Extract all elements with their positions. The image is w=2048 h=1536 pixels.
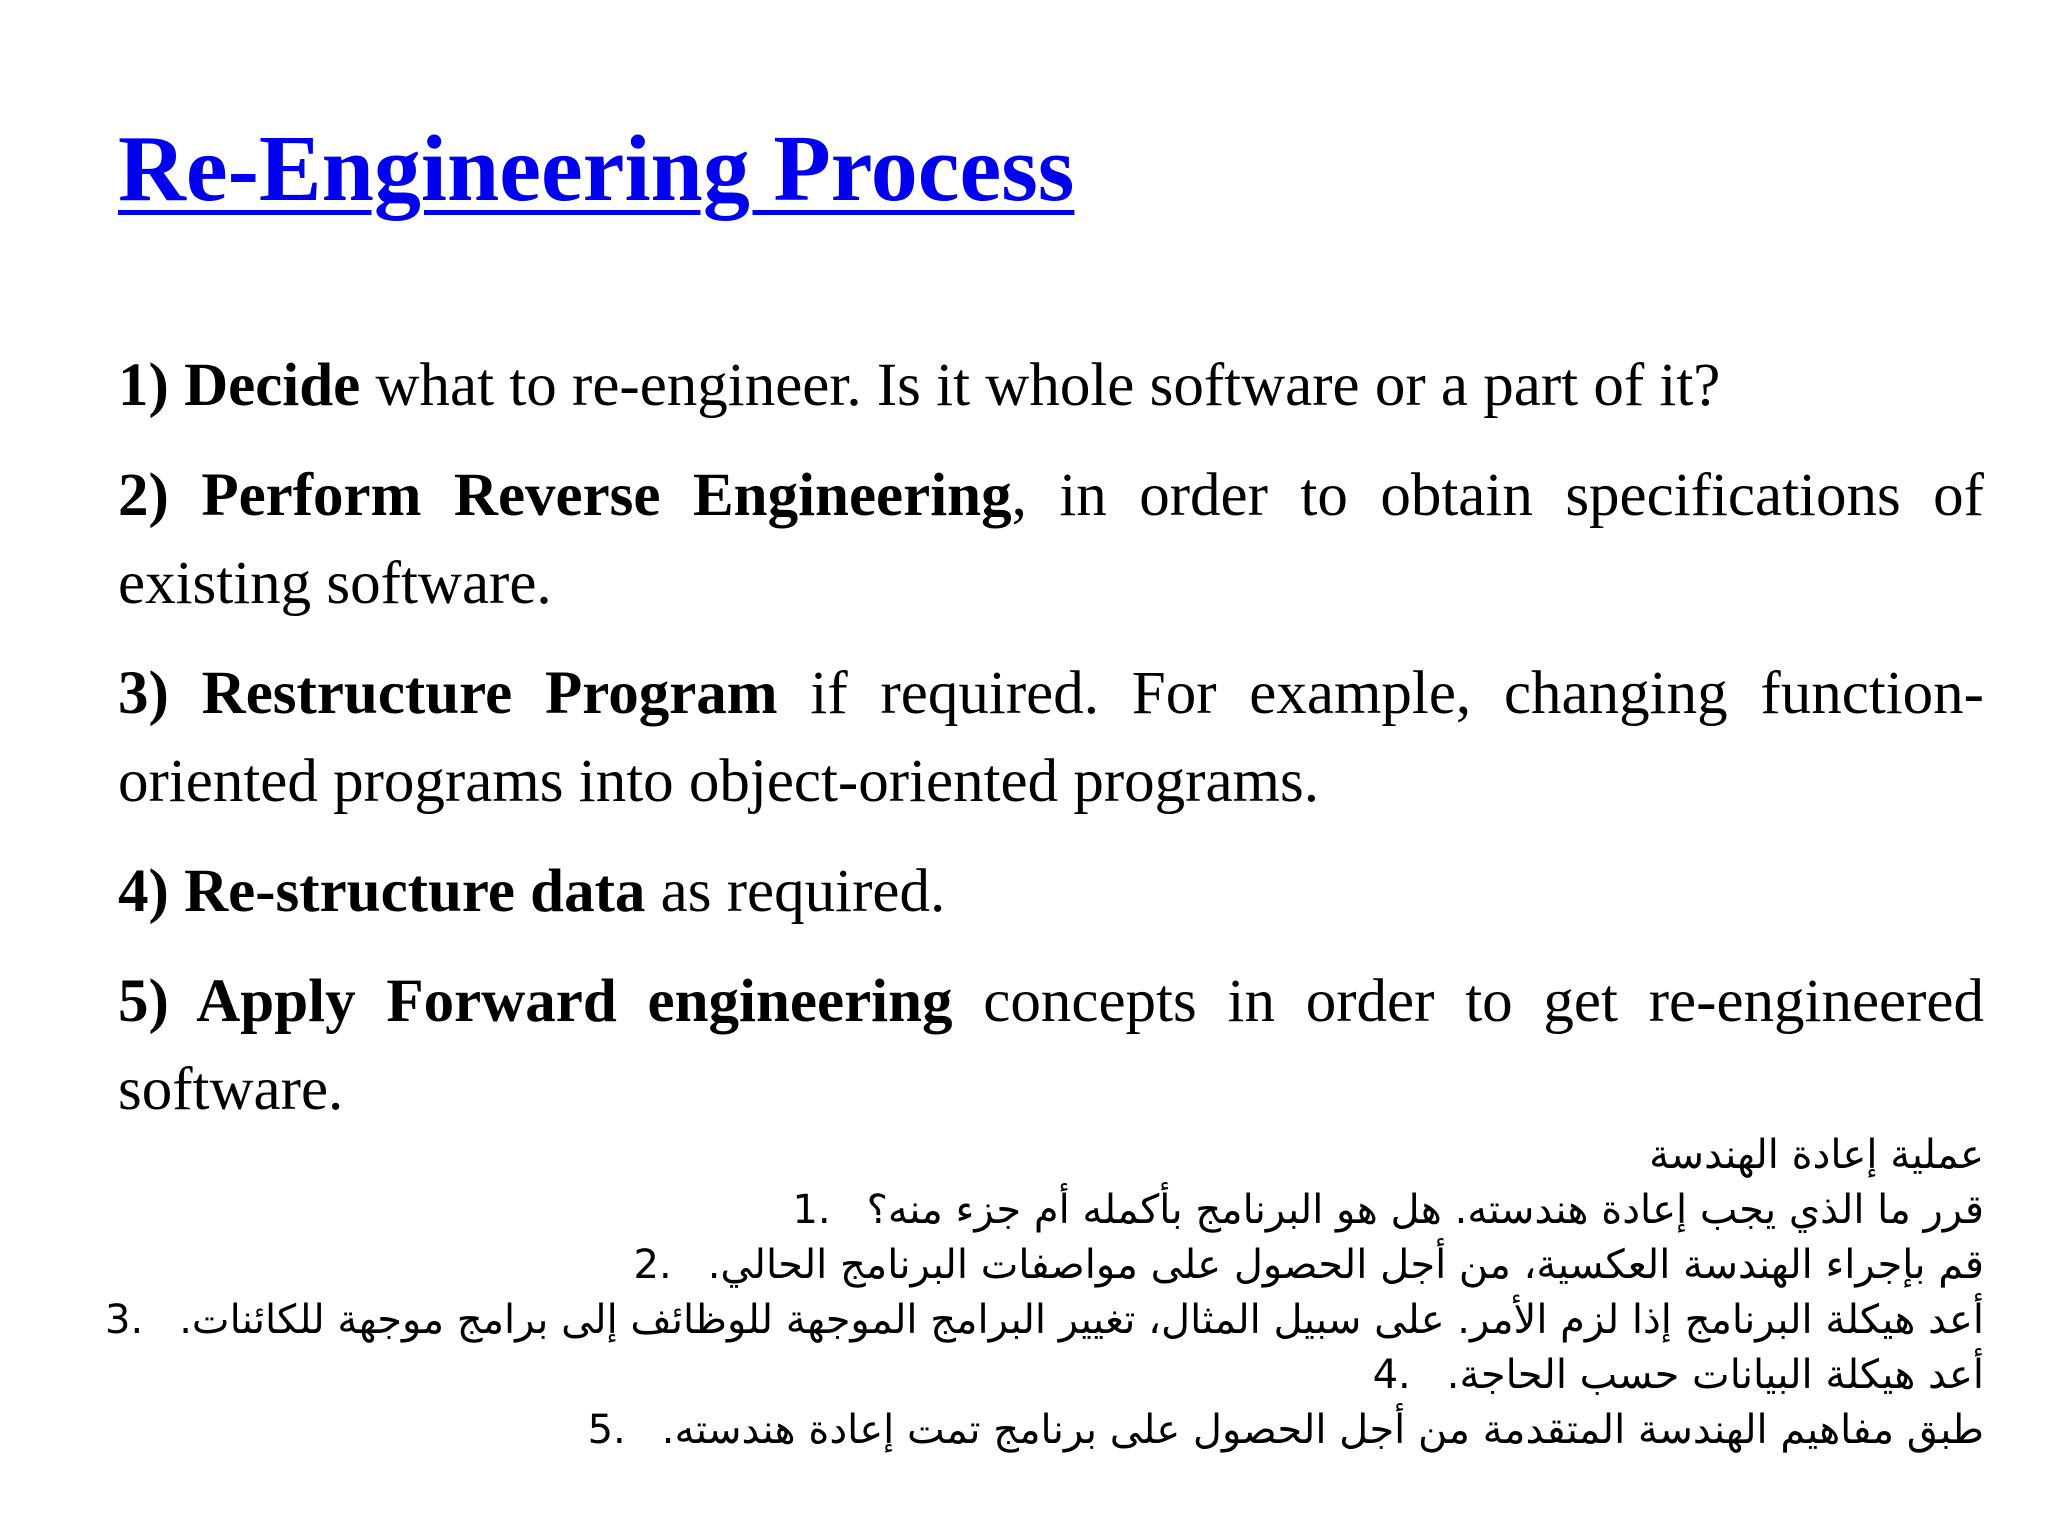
arabic-list-item [100, 1293, 1984, 1348]
step-text: if required. For example, changing function-oriented programs into object-oriented programs. [118, 660, 1984, 815]
step-item [118, 342, 1984, 430]
step-keyword: Restructure Program [201, 660, 778, 727]
step-item [118, 848, 1984, 936]
step-text: concepts in order to get re-engineered software. [118, 968, 1985, 1123]
arabic-item-text: أعد هيكلة البرنامج إذا لزم الأمر. على سبيل المثال، تغيير البرامج الموجهة للوظائف إلى برامج موجهة للكائنات. [179, 1297, 1984, 1343]
step-heading [118, 858, 645, 925]
step-number: 1) [118, 352, 169, 419]
slide-title: Re-Engineering Process [118, 117, 1075, 221]
arabic-list [100, 1183, 1984, 1458]
arabic-item-text: طبق مفاهيم الهندسة المتقدمة من أجل الحصول على برنامج تمت إعادة هندسته. [661, 1407, 1984, 1453]
arabic-list-item [100, 1403, 1984, 1458]
arabic-item-number: 4. [1372, 1352, 1411, 1398]
step-item [118, 650, 1984, 826]
step-heading [118, 462, 1012, 529]
arabic-item-text: أعد هيكلة البيانات حسب الحاجة. [1446, 1352, 1984, 1398]
arabic-translation [100, 1128, 1984, 1458]
arabic-item-number: 2. [633, 1242, 672, 1288]
arabic-item-number: 5. [587, 1407, 626, 1453]
step-number: 4) [118, 858, 169, 925]
step-heading [118, 352, 360, 419]
step-number: 3) [118, 660, 169, 727]
arabic-item-text: قرر ما الذي يجب إعادة هندسته. هل هو البرنامج بأكمله أم جزء منه؟ [866, 1187, 1984, 1233]
arabic-list-item [100, 1348, 1984, 1403]
step-text: as required. [645, 858, 946, 925]
step-item [118, 958, 1984, 1134]
step-item [118, 452, 1984, 628]
step-text: what to re-engineer. Is it whole software or a part of it? [360, 352, 1721, 419]
arabic-item-number: 1. [792, 1187, 831, 1233]
step-keyword: Apply Forward engineering [196, 968, 953, 1035]
step-keyword: Perform Reverse Engineering [201, 462, 1012, 529]
step-heading [118, 968, 953, 1035]
step-keyword: Re-structure data [184, 858, 646, 925]
arabic-item-text: قم بإجراء الهندسة العكسية، من أجل الحصول على مواصفات البرنامج الحالي. [707, 1242, 1984, 1288]
step-heading [118, 660, 778, 727]
arabic-list-item [100, 1183, 1984, 1238]
arabic-list-item [100, 1238, 1984, 1293]
step-number: 5) [118, 968, 169, 1035]
step-keyword: Decide [184, 352, 361, 419]
arabic-item-number: 3. [105, 1297, 144, 1343]
arabic-title: عملية إعادة الهندسة [1649, 1132, 1984, 1178]
step-number: 2) [118, 462, 169, 529]
step-text: , in order to obtain specifications of existing software. [118, 462, 1984, 617]
steps-list [118, 342, 1984, 1156]
